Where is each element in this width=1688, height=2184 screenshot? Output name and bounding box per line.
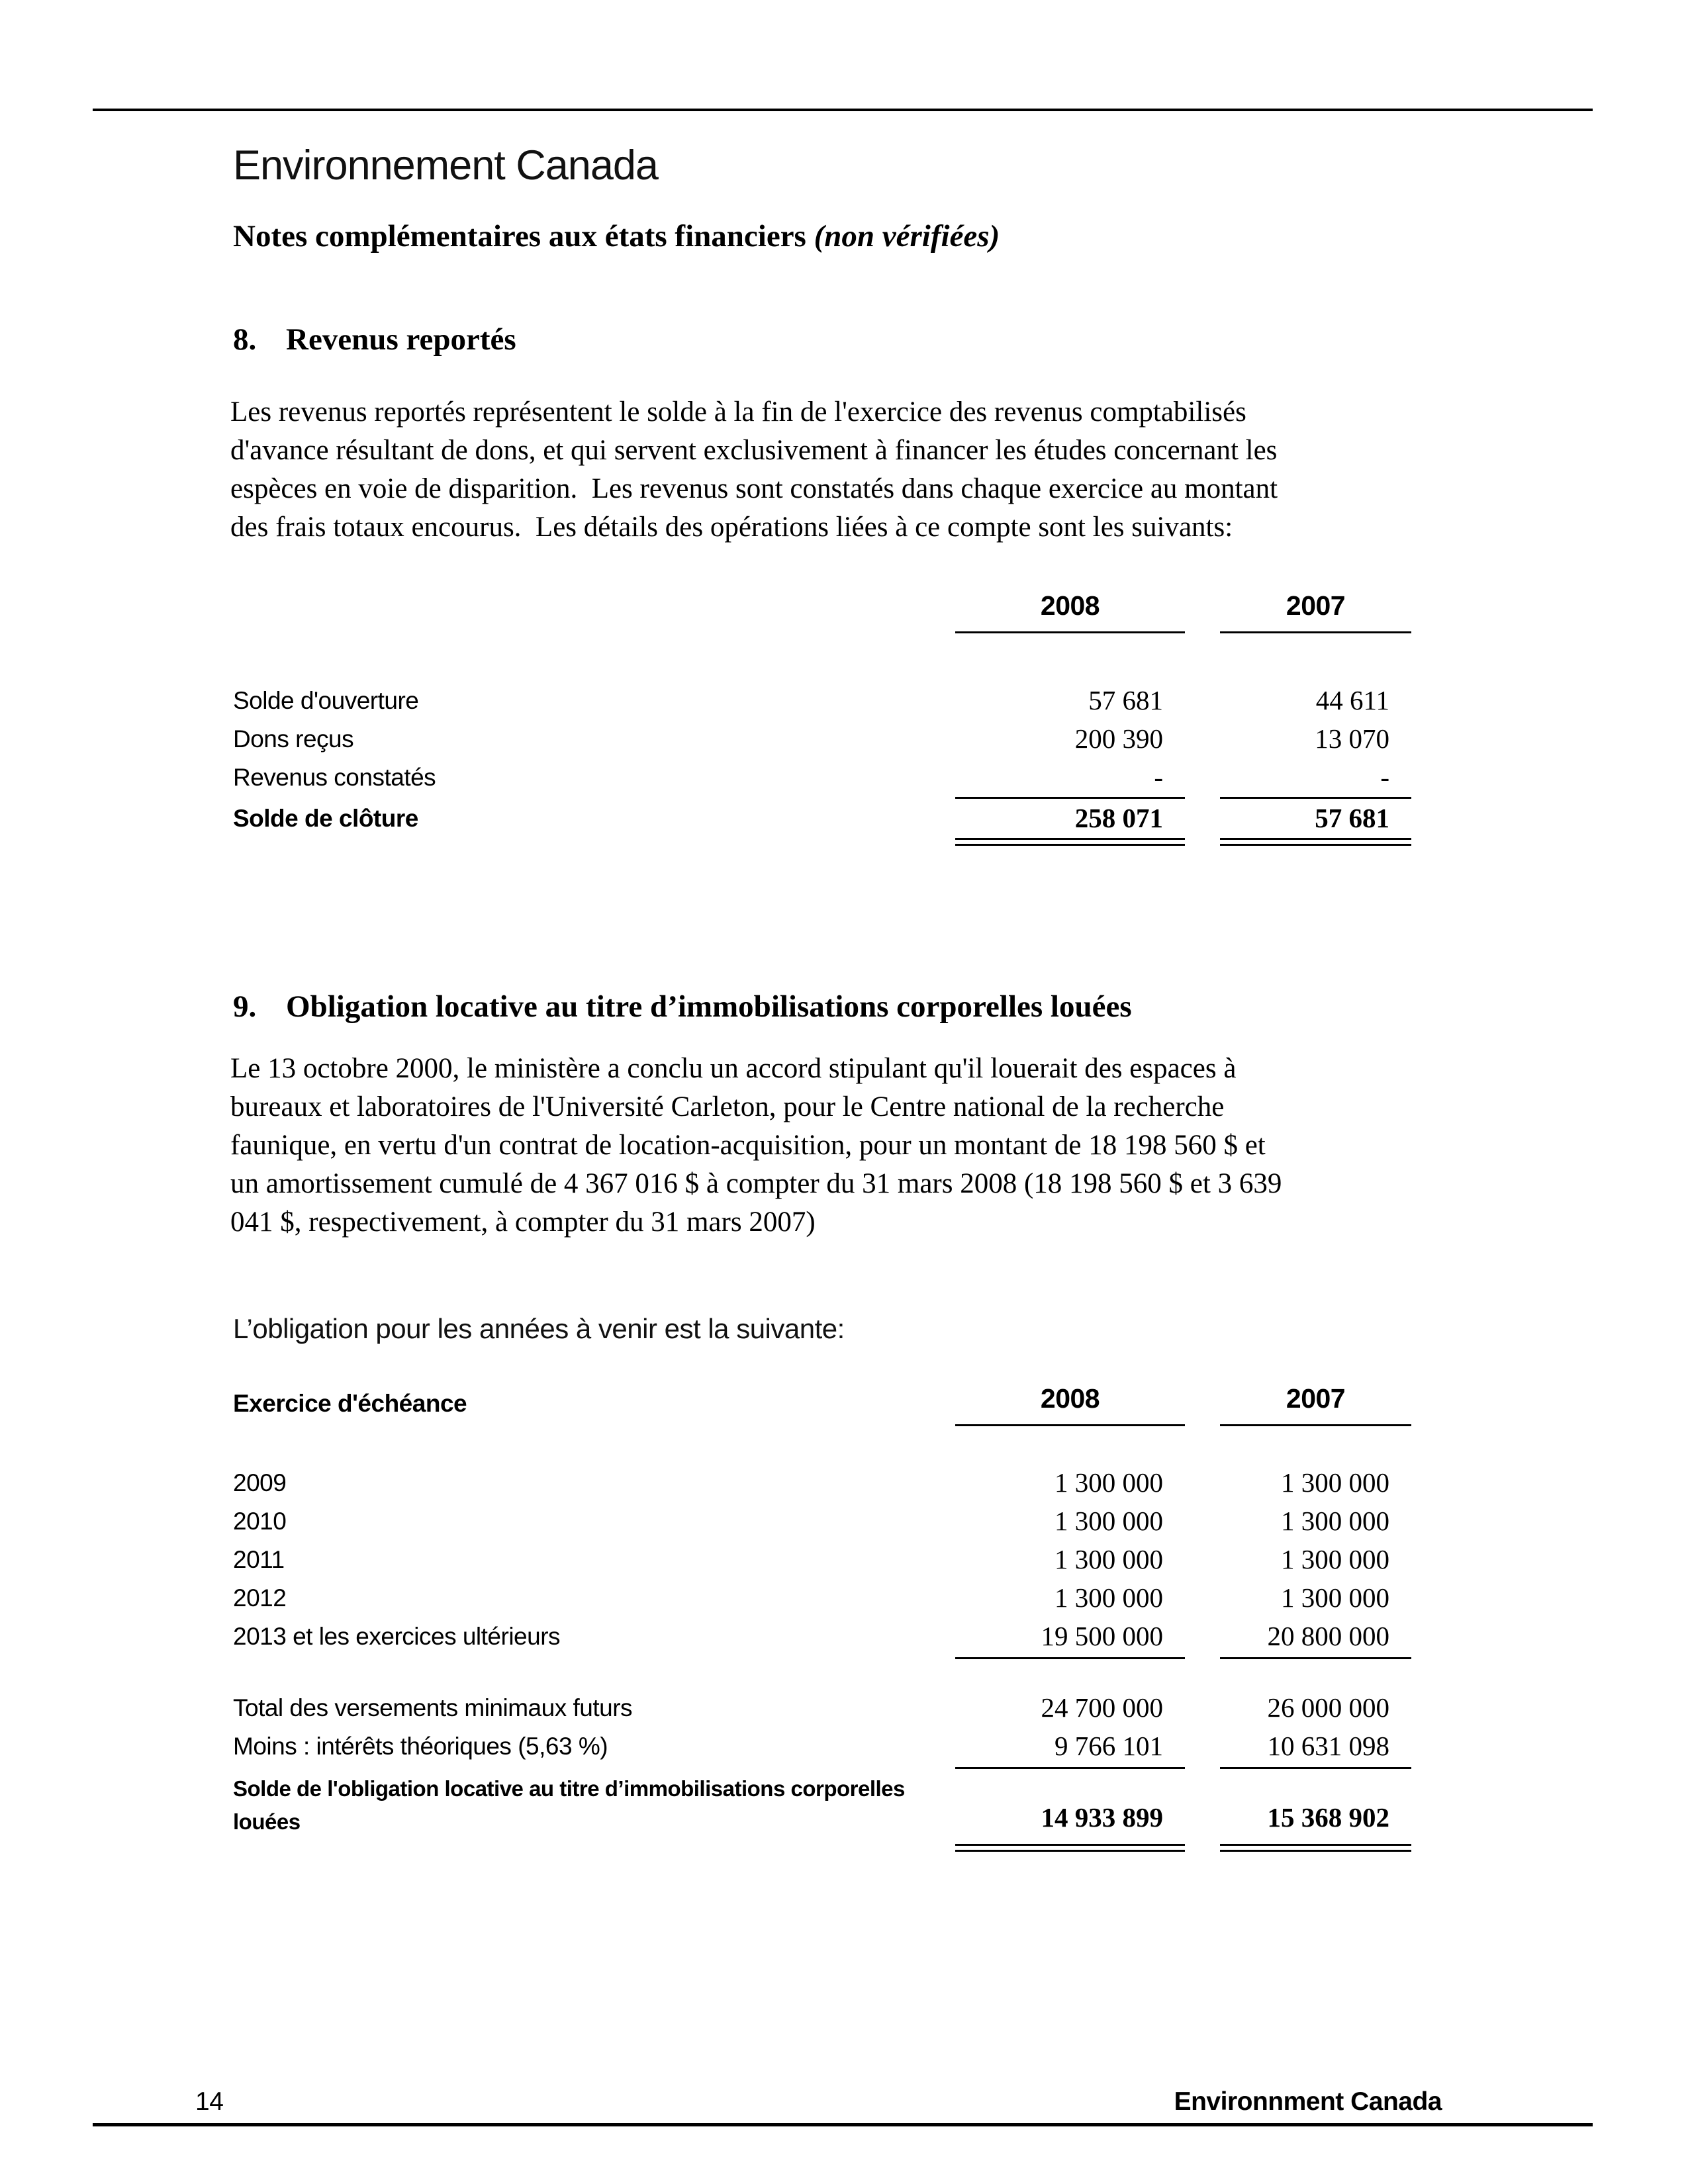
section9-lead-in: L’obligation pour les années à venir est la suivante: [233, 1313, 845, 1344]
subtitle-text: Notes complémentaires aux états financiers [233, 219, 814, 253]
row-value-2007: 1 300 000 [1281, 1582, 1389, 1613]
paragraph-line: Les revenus reportés représentent le solde à la fin de l'exercice des revenus comptabilisés [230, 396, 1246, 428]
table-row [0, 1505, 1688, 1541]
paragraph-line: des frais totaux encourus. Les détails des opérations liées à ce compte sont les suivants: [230, 512, 1233, 543]
paragraph-line: Le 13 octobre 2000, le ministère a conclu un accord stipulant qu'il louerait des espaces à [230, 1053, 1237, 1084]
table1-total-double-rule-2007 [1220, 838, 1411, 846]
table2-total-value-2007: 15 368 902 [1267, 1802, 1389, 1833]
row-value-2007: 26 000 000 [1267, 1692, 1389, 1723]
row-value-2007: 13 070 [1315, 723, 1389, 754]
table2-subtotal-rule-2008 [955, 1657, 1185, 1659]
table2-total-value-2008: 14 933 899 [1041, 1802, 1163, 1833]
row-value-2008: 1 300 000 [1055, 1582, 1163, 1613]
row-label: 2013 et les exercices ultérieurs [233, 1623, 561, 1650]
row-label: Dons reçus [233, 725, 354, 752]
row-value-2007: 1 300 000 [1281, 1544, 1389, 1574]
paragraph-line: 041 $, respectivement, à compter du 31 mars 2007) [230, 1206, 816, 1238]
section9-number: 9. [233, 989, 257, 1024]
table1-total-double-rule-2008 [955, 838, 1185, 846]
total-value-2008: 258 071 [1074, 803, 1163, 833]
paragraph-line: un amortissement cumulé de 4 367 016 $ à compter du 31 mars 2008 (18 198 560 $ et 3 639 [230, 1168, 1282, 1199]
table2-header-2008: 2008 [1040, 1383, 1100, 1414]
paragraph-line: bureaux et laboratoires de l'Université Carleton, pour le Centre national de la recherche [230, 1091, 1225, 1122]
row-label: 2011 [233, 1546, 285, 1573]
footer-organization: Environnment Canada [1174, 2087, 1442, 2116]
table2-subtotal-rule-2007 [1220, 1657, 1411, 1659]
subtitle-note: (non vérifiées) [814, 219, 1000, 253]
table-row [0, 761, 1688, 797]
row-value-2008: 1 300 000 [1055, 1544, 1163, 1574]
table2-total-rule-2007 [1220, 1767, 1411, 1769]
row-value-2007: 10 631 098 [1267, 1731, 1389, 1761]
row-value-2008: 1 300 000 [1055, 1506, 1163, 1536]
row-label: 2010 [233, 1508, 287, 1535]
table2-header-rule-2008 [955, 1424, 1185, 1426]
table-row [0, 723, 1688, 758]
table-row [0, 1692, 1688, 1727]
section8-title: Revenus reportés [286, 322, 516, 357]
paragraph-line: faunique, en vertu d'un contrat de location-acquisition, pour un montant de 18 198 560 $ et [230, 1130, 1266, 1161]
table1-header-2008: 2008 [1040, 590, 1100, 621]
table-row [0, 1730, 1688, 1766]
table2-total-rule-2008 [955, 1767, 1185, 1769]
bottom-rule [93, 2123, 1593, 2126]
table2-total-label-line1: Solde de l'obligation locative au titre d’immobilisations corporelles [233, 1776, 905, 1801]
table2-label-header: Exercice d'échéance [233, 1390, 467, 1417]
table-row [0, 1582, 1688, 1617]
top-rule [93, 109, 1593, 111]
section8-paragraph [230, 393, 1278, 547]
footer-page-number: 14 [195, 2087, 224, 2116]
row-value-2007: 1 300 000 [1281, 1506, 1389, 1536]
paragraph-line: espèces en voie de disparition. Les revenus sont constatés dans chaque exercice au montant [230, 473, 1278, 504]
table-row [0, 684, 1688, 720]
table-row [0, 1467, 1688, 1502]
row-value-2007: - [1380, 762, 1389, 792]
row-value-2008: 19 500 000 [1041, 1621, 1163, 1651]
section9-title: Obligation locative au titre d’immobilisations corporelles louées [286, 989, 1132, 1024]
table1-subtotal-rule-2007 [1220, 797, 1411, 799]
row-label: Total des versements minimaux futurs [233, 1694, 633, 1721]
row-label: Revenus constatés [233, 764, 436, 791]
table2-header-rule-2007 [1220, 1424, 1411, 1426]
table1-header-rule-2007 [1220, 631, 1411, 633]
row-value-2007: 1 300 000 [1281, 1467, 1389, 1498]
section8-number: 8. [233, 322, 257, 357]
row-value-2007: 20 800 000 [1267, 1621, 1389, 1651]
table2-total-double-rule-2008 [955, 1844, 1185, 1852]
row-value-2008: - [1154, 762, 1163, 792]
row-value-2008: 57 681 [1088, 685, 1163, 715]
row-value-2008: 1 300 000 [1055, 1467, 1163, 1498]
row-value-2008: 200 390 [1074, 723, 1163, 754]
table2-total-double-rule-2007 [1220, 1844, 1411, 1852]
page-title: Environnement Canada [233, 142, 658, 189]
table1-header-rule-2008 [955, 631, 1185, 633]
row-label: 2009 [233, 1469, 287, 1496]
paragraph-line: d'avance résultant de dons, et qui servent exclusivement à financer les études concernant les [230, 435, 1278, 466]
table1-header-2007: 2007 [1286, 590, 1346, 621]
row-label: 2012 [233, 1584, 287, 1612]
table-row [0, 1620, 1688, 1656]
row-value-2008: 9 766 101 [1055, 1731, 1163, 1761]
total-value-2007: 57 681 [1315, 803, 1389, 833]
row-value-2007: 44 611 [1315, 685, 1389, 715]
table2-header-2007: 2007 [1286, 1383, 1346, 1414]
total-label: Solde de clôture [233, 805, 418, 832]
row-label: Solde d'ouverture [233, 687, 419, 714]
table2-total-label-line2: louées [233, 1809, 301, 1834]
table1-subtotal-rule-2008 [955, 797, 1185, 799]
row-value-2008: 24 700 000 [1041, 1692, 1163, 1723]
table-row [0, 1543, 1688, 1579]
section9-paragraph [230, 1050, 1282, 1242]
page-subtitle [233, 218, 1000, 254]
row-label: Moins : intérêts théoriques (5,63 %) [233, 1733, 608, 1760]
table-total-row [0, 802, 1688, 838]
